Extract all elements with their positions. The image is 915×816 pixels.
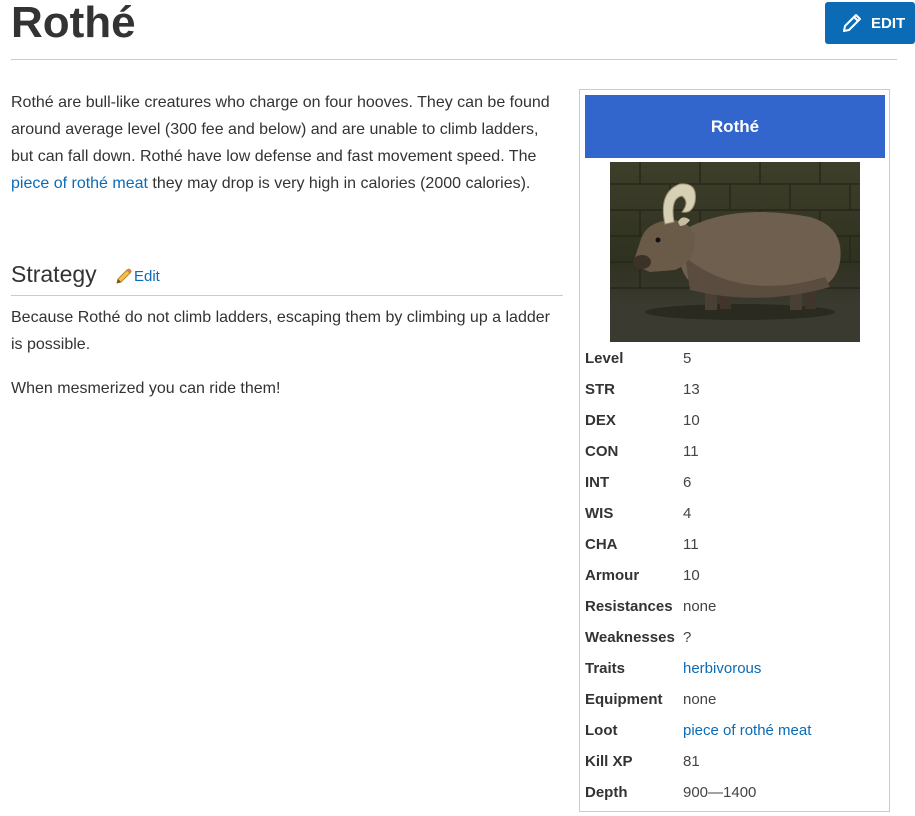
infobox bbox=[579, 89, 890, 812]
stat-value: none bbox=[683, 691, 717, 708]
stat-label: Kill XP bbox=[585, 753, 633, 770]
stat-label: Armour bbox=[585, 567, 640, 584]
stat-row-int bbox=[585, 467, 885, 498]
strategy-paragraph: Because Rothé do not climb ladders, escaping them by climbing up a ladder is possible. bbox=[11, 309, 550, 353]
strategy-paragraph: When mesmerized you can ride them! bbox=[11, 380, 281, 397]
stat-row-traits bbox=[585, 653, 885, 684]
page-title: Rothé bbox=[11, 0, 136, 47]
stat-row-str bbox=[585, 374, 885, 405]
intro-text-start: Rothé are bull-like creatures who charge on four hooves. They can be found around average level (300 fee and below) and are unable to climb ladders, but can fall down. Rothé have low defense and fast movement speed. The bbox=[11, 94, 550, 165]
intro-text-end: they may drop is very high in calories (2000 calories). bbox=[147, 175, 531, 192]
stat-label: Resistances bbox=[585, 598, 673, 615]
edit-button-label: EDIT bbox=[871, 14, 906, 32]
stat-value: 10 bbox=[683, 567, 700, 584]
infobox-title: Rothé bbox=[585, 95, 885, 158]
stat-row-kill-xp bbox=[585, 746, 885, 777]
stat-value bbox=[683, 653, 885, 684]
stat-label: Weaknesses bbox=[585, 629, 675, 646]
stat-row-dex bbox=[585, 405, 885, 436]
stat-label: CON bbox=[585, 443, 619, 460]
pencil-icon bbox=[115, 267, 133, 285]
intro-section bbox=[11, 89, 563, 197]
stat-value-link[interactable]: piece of rothé meat bbox=[683, 722, 812, 739]
strategy-edit-link[interactable] bbox=[115, 267, 160, 285]
stat-row-depth bbox=[585, 777, 885, 808]
stat-label: INT bbox=[585, 474, 610, 491]
stat-value: 4 bbox=[683, 505, 692, 522]
rothe-image bbox=[610, 162, 860, 342]
stat-row-loot bbox=[585, 715, 885, 746]
stat-value-link[interactable]: herbivorous bbox=[683, 660, 762, 677]
stat-label: DEX bbox=[585, 412, 616, 429]
strategy-edit-label: Edit bbox=[134, 267, 160, 285]
stat-row-wis bbox=[585, 498, 885, 529]
stat-label: WIS bbox=[585, 505, 614, 522]
stat-label: STR bbox=[585, 381, 615, 398]
edit-page-button[interactable] bbox=[825, 2, 915, 44]
stat-value: none bbox=[683, 598, 717, 615]
pencil-icon bbox=[841, 12, 863, 34]
stat-label: Level bbox=[585, 350, 624, 367]
stat-value: 10 bbox=[683, 412, 700, 429]
stat-label: CHA bbox=[585, 536, 618, 553]
stat-row-resistances bbox=[585, 591, 885, 622]
stat-value: 81 bbox=[683, 753, 700, 770]
strategy-heading bbox=[11, 259, 563, 296]
stat-row-level bbox=[585, 343, 885, 374]
title-divider bbox=[11, 59, 897, 60]
strategy-heading-text: Strategy bbox=[11, 261, 97, 287]
stat-row-weaknesses bbox=[585, 622, 885, 653]
strategy-body bbox=[11, 304, 563, 419]
stat-label: Traits bbox=[585, 660, 626, 677]
stats-table bbox=[585, 343, 885, 808]
stat-row-con bbox=[585, 436, 885, 467]
stat-row-equipment bbox=[585, 684, 885, 715]
intro-paragraph bbox=[11, 89, 563, 197]
stat-row-cha bbox=[585, 529, 885, 560]
stat-label: Loot bbox=[585, 722, 618, 739]
stat-label: Equipment bbox=[585, 691, 663, 708]
stat-label: Depth bbox=[585, 784, 628, 801]
stat-row-armour bbox=[585, 560, 885, 591]
stat-value: 5 bbox=[683, 350, 692, 367]
stat-value: 11 bbox=[683, 536, 699, 553]
stat-value: 6 bbox=[683, 474, 692, 491]
stat-value bbox=[683, 715, 885, 746]
stat-value: 11 bbox=[683, 443, 699, 460]
stat-value: ? bbox=[683, 629, 692, 646]
rothe-meat-link[interactable]: piece of rothé meat bbox=[11, 175, 148, 192]
stat-value: 13 bbox=[683, 381, 700, 398]
stat-value: 900—1400 bbox=[683, 784, 757, 801]
rothe-illustration bbox=[610, 162, 860, 342]
